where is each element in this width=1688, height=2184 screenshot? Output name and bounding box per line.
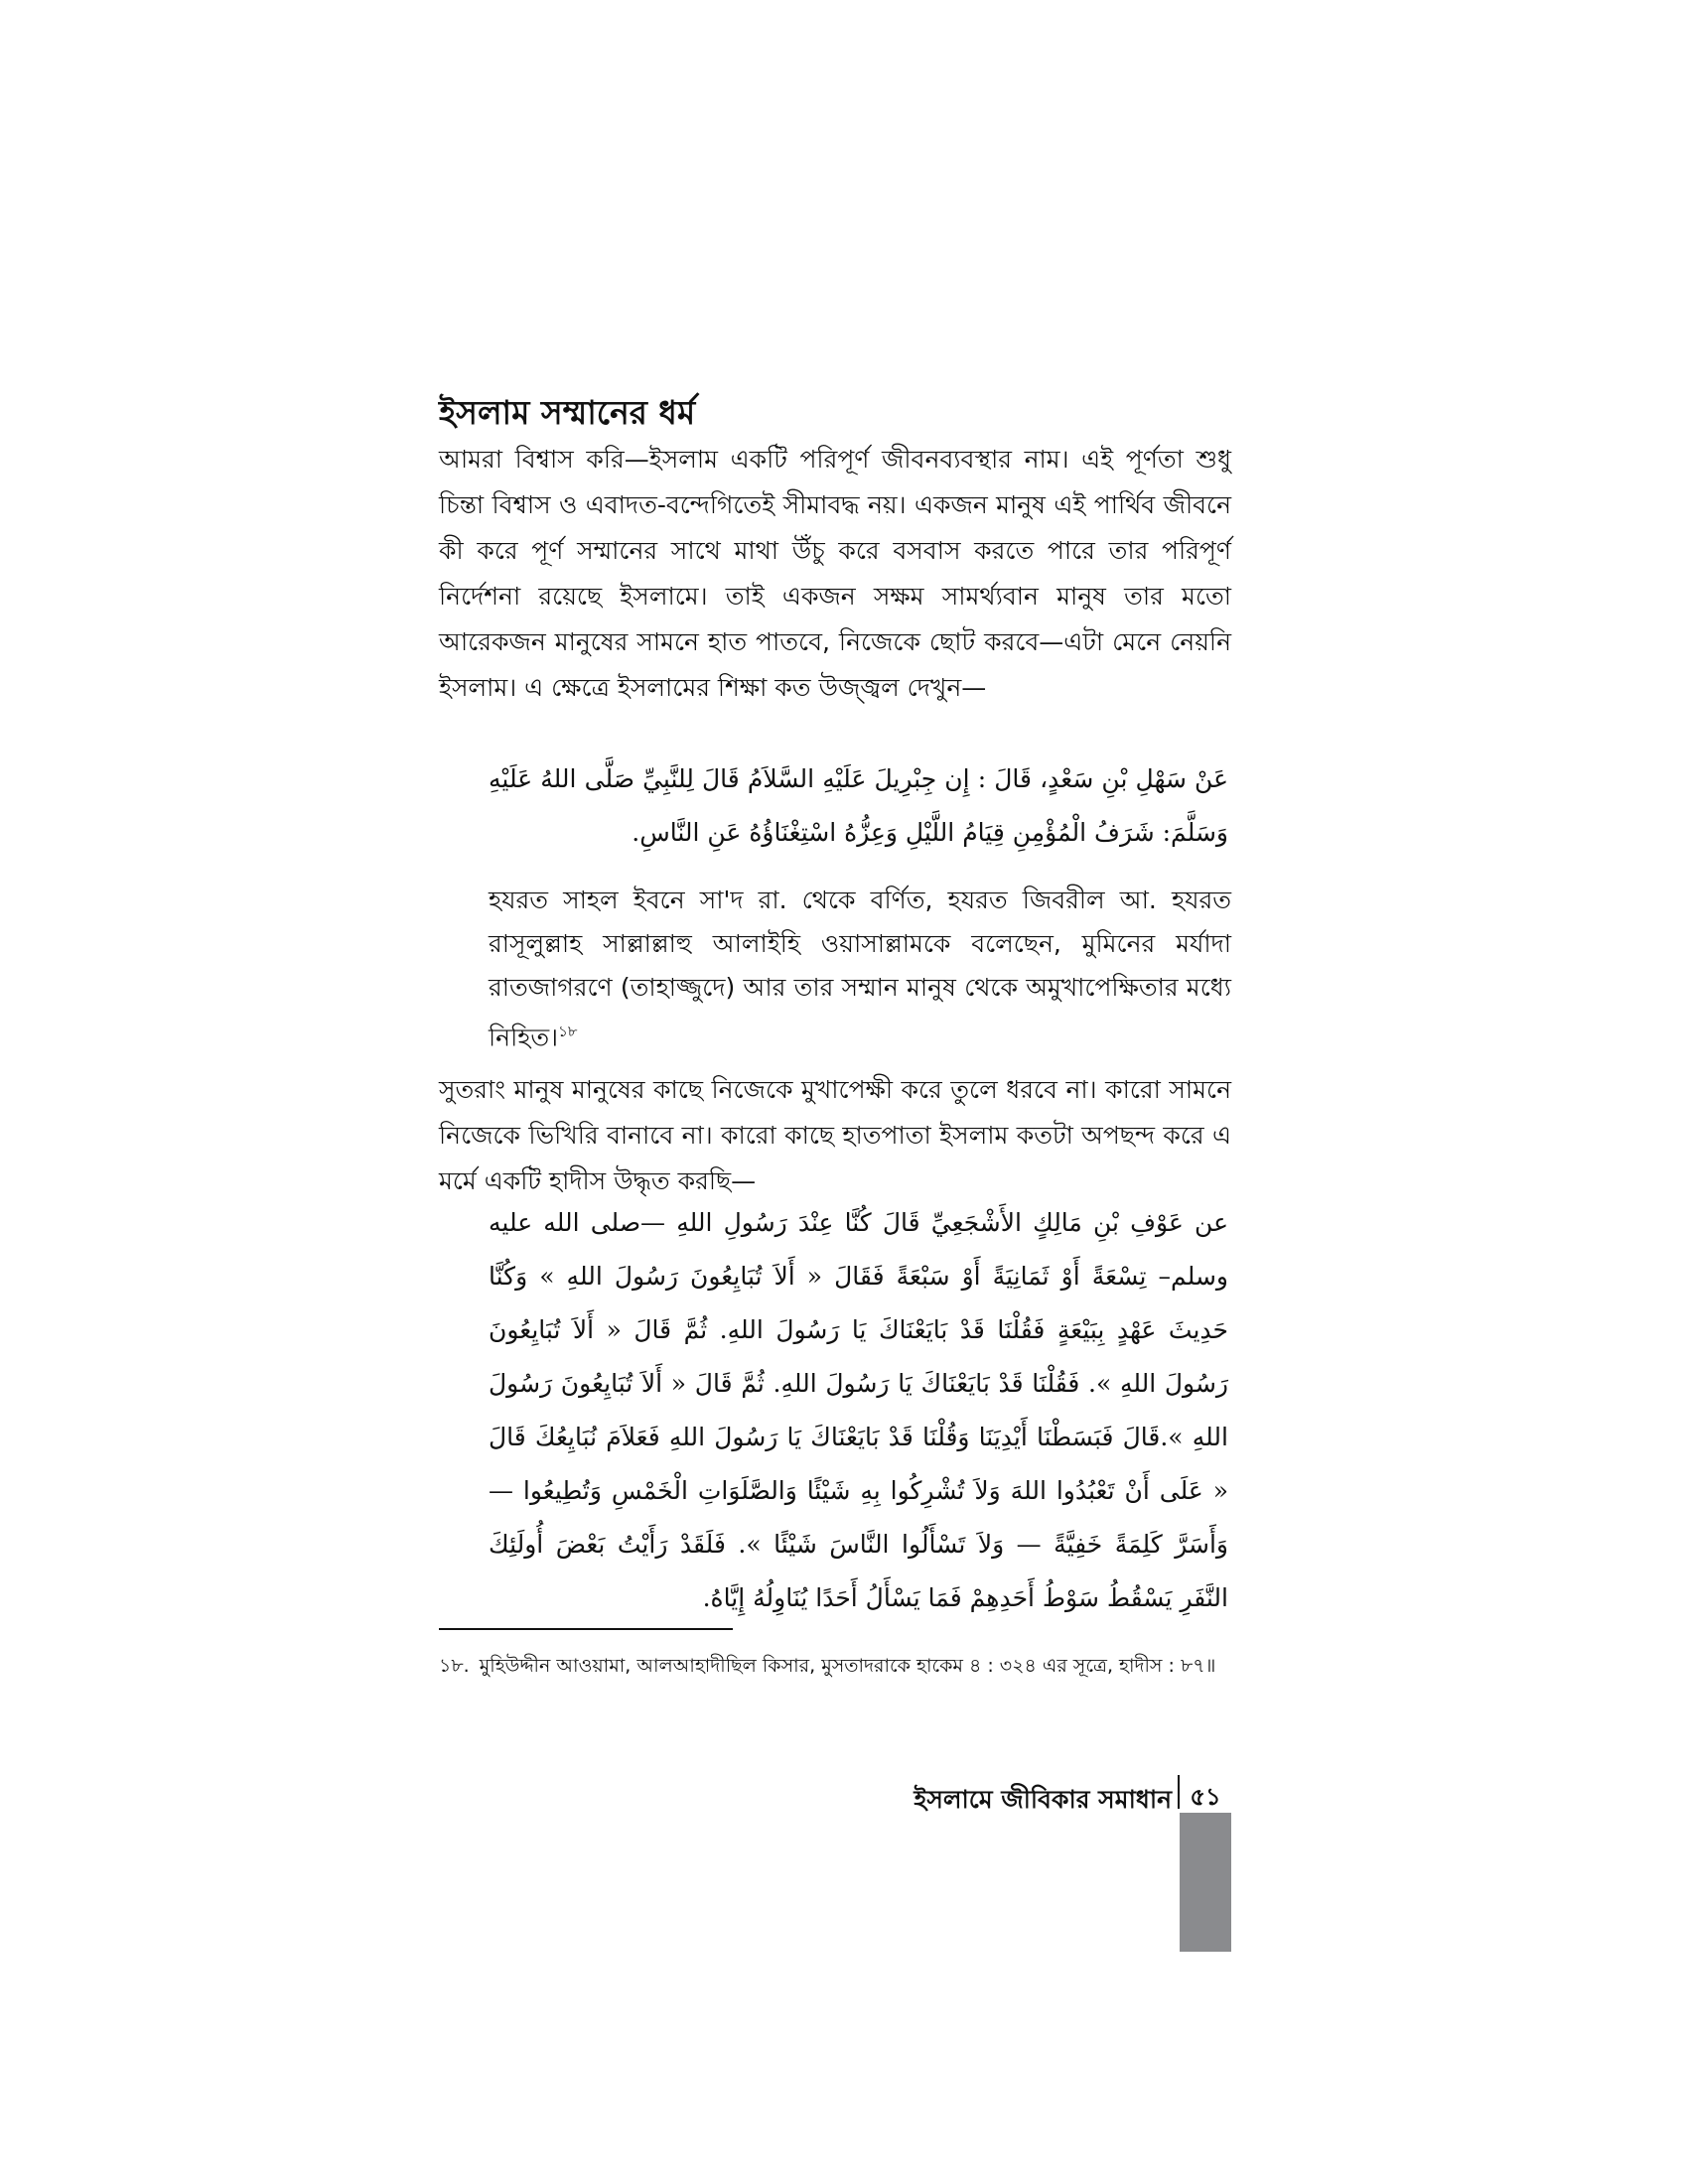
footnote-reference: ১৮ bbox=[558, 1023, 578, 1040]
hadith-1-arabic: عَنْ سَهْلِ بْنِ سَعْدٍ، قَالَ : إِن جِبْرِيلَ عَلَيْهِ السَّلاَمُ قَالَ لِلنَّبِيِّ صَلَّى اللهُ عَلَيْهِ وَسَلَّمَ: شَرَفُ الْمُؤْمِنِ قِيَامُ اللَّيْلِ وَعِزُّهُ اسْتِغْنَاؤُهُ عَنِ النَّاسِ. bbox=[489, 764, 1228, 847]
running-title: ইসলামে জীবিকার সমাধান bbox=[914, 1785, 1172, 1814]
footnote bbox=[439, 1650, 1231, 1682]
second-paragraph: সুতরাং মানুষ মানুষের কাছে নিজেকে মুখাপেক্ষী করে তুলে ধরবে না। কারো সামনে নিজেকে ভিখিরি বানাবে না। কারো কাছে হাতপাতা ইসলাম কতটা অপছন্দ করে এ মর্মে একটি হাদীস উদ্ধৃত করছি— bbox=[439, 1075, 1231, 1195]
hadith-1-translation bbox=[489, 879, 1231, 1059]
page-number: ৫১ bbox=[1190, 1783, 1221, 1811]
thumb-tab bbox=[1180, 1813, 1231, 1952]
hadith-1-translation-text: হযরত সাহল ইবনে সা'দ রা. থেকে বর্ণিত, হযরত জিবরীল আ. হযরত রাসূলুল্লাহ সাল্লাল্লাহু আলাইহি ওয়াসাল্লামকে বলেছেন, মুমিনের মর্যাদা রাতজাগরণে (তাহাজ্জুদে) আর তার সম্মান মানুষ থেকে অমুখাপেক্ষিতার মধ্যে নিহিত। bbox=[489, 886, 1231, 1052]
intro-paragraph: আমরা বিশ্বাস করি—ইসলাম একটি পরিপূর্ণ জীবনব্যবস্থার নাম। এই পূর্ণতা শুধু চিন্তা বিশ্বাস ও এবাদত-বন্দেগিতেই সীমাবদ্ধ নয়। একজন মানুষ এই পার্থিব জীবনে কী করে পূর্ণ সম্মানের সাথে মাথা উঁচু করে বসবাস করতে পারে তার পরিপূর্ণ নির্দেশনা রয়েছে ইসলামে। তাই একজন সক্ষম সামর্থ্যবান মানুষ তার মতো আরেকজন মানুষের সামনে হাত পাতবে, নিজেকে ছোট করবে—এটা মেনে নেয়নি ইসলাম। এ ক্ষেত্রে ইসলামের শিক্ষা কত উজ্জ্বল দেখুন— bbox=[439, 445, 1231, 702]
hadith-2-arabic: عن عَوْفِ بْنِ مَالِكٍ الأَشْجَعِيِّ قَالَ كُنَّا عِنْدَ رَسُولِ اللهِ —صلى الله عليه وسلم– تِسْعَةً أَوْ ثَمَانِيَةً أَوْ سَبْعَةً فَقَالَ « أَلاَ تُبَايِعُونَ رَسُولَ اللهِ » وَكُنَّا حَدِيثَ عَهْدٍ بِبَيْعَةٍ فَقُلْنَا قَدْ بَايَعْنَاكَ يَا رَسُولَ اللهِ. ثُمَّ قَالَ « أَلاَ تُبَايِعُونَ رَسُولَ اللهِ ». فَقُلْنَا قَدْ بَايَعْنَاكَ يَا رَسُولَ اللهِ. ثُمَّ قَالَ « أَلاَ تُبَايِعُونَ رَسُولَ اللهِ ».قَالَ فَبَسَطْنَا أَيْدِيَنَا وَقُلْنَا قَدْ بَايَعْنَاكَ يَا رَسُولَ اللهِ فَعَلاَمَ نُبَايِعُكَ قَالَ « عَلَى أَنْ تَعْبُدُوا اللهَ وَلاَ تُشْرِكُوا بِهِ شَيْئًا وَالصَّلَوَاتِ الْخَمْسِ وَتُطِيعُوا — وَأَسَرَّ كَلِمَةً خَفِيَّةً — وَلاَ تَسْأَلُوا النَّاسَ شَيْئًا ». فَلَقَدْ رَأَيْتُ بَعْضَ أُولَئِكَ النَّفَرِ يَسْقُطُ سَوْطُ أَحَدِهِمْ فَمَا يَسْأَلُ أَحَدًا يُنَاوِلُهُ إِيَّاهُ. bbox=[489, 1208, 1228, 1612]
footnote-text: মুহিউদ্দীন আওয়ামা, আলআহাদীছিল কিসার, মুসতাদরাকে হাকেম ৪ : ৩২৪ এর সূত্রে, হাদীস : ৮৭॥ bbox=[479, 1655, 1216, 1677]
section-heading: ইসলাম সম্মানের ধর্ম bbox=[439, 393, 696, 432]
footnote-number: ১৮. bbox=[439, 1655, 470, 1677]
footnote-divider bbox=[439, 1628, 733, 1630]
